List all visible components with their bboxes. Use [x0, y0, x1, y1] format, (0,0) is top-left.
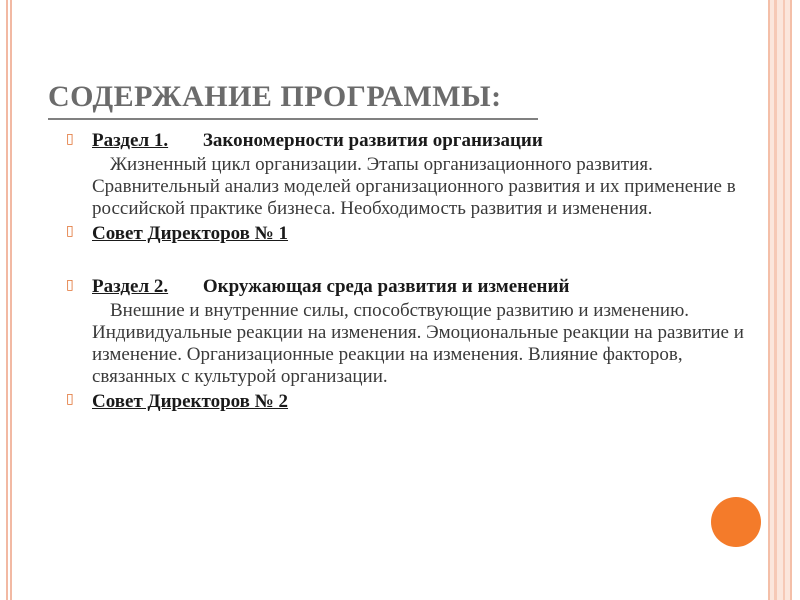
left-frame-decoration — [6, 0, 12, 600]
section-2-label: Раздел 2. — [92, 276, 169, 297]
slide-title: СОДЕРЖАНИЕ ПРОГРАММЫ: — [48, 80, 502, 113]
bullet-icon: ▯ — [66, 131, 74, 147]
board-meeting-2-label: Совет Директоров № 2 — [92, 391, 289, 412]
title-divider — [48, 118, 538, 120]
orange-circle-decoration — [711, 497, 761, 547]
right-frame-decoration — [768, 0, 792, 600]
section-2-heading — [66, 274, 746, 300]
section-1-description: Жизненный цикл организации. Этапы организационного развития. Сравнительный анализ моделей организационного развития и их применение в российской практике бизнеса. Необходимость развития и изменения. — [92, 154, 736, 219]
board-meeting-1-label: Совет Директоров № 1 — [92, 223, 289, 244]
bullet-icon: ▯ — [66, 223, 74, 239]
board-meeting-1[interactable] — [66, 220, 746, 248]
section-1-label: Раздел 1. — [92, 130, 169, 151]
board-meeting-2[interactable] — [66, 388, 746, 416]
section-1-title: Закономерности развития организации — [202, 130, 543, 151]
section-2-description: Внешние и внутренние силы, способствующие развитию и изменению. Индивидуальные реакции на изменения. Эмоциональные реакции на развитие и изменение. Организационные реакции на изменения. Влияние факторов, связанных с культурой организации. — [92, 300, 744, 387]
section-1-heading — [66, 128, 746, 154]
bullet-icon: ▯ — [66, 391, 74, 407]
right-frame-stripe-2 — [783, 0, 785, 600]
content-area — [66, 128, 746, 416]
section-2-title: Окружающая среда развития и изменений — [202, 276, 570, 297]
bullet-icon: ▯ — [66, 277, 74, 293]
section-spacer — [66, 248, 746, 274]
right-frame-stripe — [774, 0, 777, 600]
